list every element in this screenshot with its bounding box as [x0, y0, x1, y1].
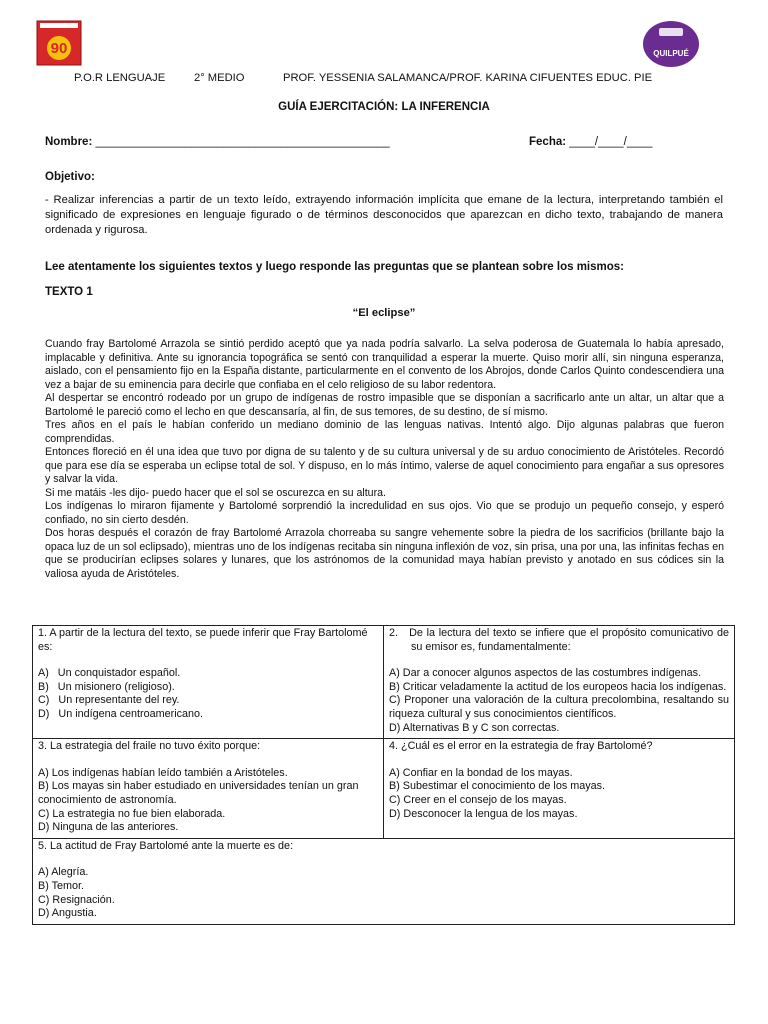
options-list	[389, 667, 729, 735]
option[interactable]: B) Los mayas sin haber estudiado en universidades tenían un gran conocimiento de astronomía.	[38, 780, 359, 806]
question-4	[384, 739, 735, 839]
option[interactable]: D) Un indígena centroamericano.	[38, 707, 204, 720]
story-paragraph: Los indígenas lo miraron fijamente y Bartolomé sorprendió la incredulidad en sus ojos. Vio que se produjo un pequeño consejo, y esperó confiado, no sin cierto desdén.	[45, 500, 724, 526]
option[interactable]: C) Creer en el consejo de los mayas.	[389, 793, 567, 806]
date-line[interactable]: ____/____/____	[569, 136, 653, 148]
question-text: 4. ¿Cuál es el error en la estrategia de fray Bartolomé?	[389, 740, 653, 753]
story-paragraph: Si me matáis -les dijo- puedo hacer que el sol se oscurezca en su altura.	[45, 486, 386, 499]
text-label: TEXTO 1	[45, 286, 93, 298]
story-paragraph: Dos horas después el corazón de fray Bartolomé Arrazola chorreaba su sangre vehemente sobre la piedra de los sacrificios (brillante bajo la opaca luz de un sol eclipsado), mientras uno de los indígenas recitaba sin ninguna inflexión de voz, sin prisa, una por una, las infinitas fechas en que se producirían eclipses solares y lunares, que los astrónomos de la comunidad maya habían previsto y anotado en sus códices sin la valiosa ayuda de Aristóteles.	[45, 527, 724, 580]
options-list	[38, 767, 378, 835]
question-text: 5. La actitud de Fray Bartolomé ante la muerte es de:	[38, 839, 294, 852]
question-1	[33, 626, 384, 739]
name-label: Nombre:	[45, 136, 93, 148]
name-line[interactable]: ______________________________________________	[95, 136, 390, 148]
name-field[interactable]	[45, 136, 390, 148]
story-paragraph: Entonces floreció en él una idea que tuvo por digna de su talento y de su cultura universal y de su arduo conocimiento de Aristóteles. Recordó que para ese día se esperaba un eclipse total de sol. Y dispuso, en lo más íntimo, valerse de aquel conocimiento para engañar a sus opresores y salvar la vida.	[45, 446, 724, 485]
question-3	[33, 739, 384, 839]
option[interactable]: D) Desconocer la lengua de los mayas.	[389, 807, 578, 820]
grade-label: 2° MEDIO	[194, 72, 245, 84]
question-text: 1. A partir de la lectura del texto, se puede inferir que Fray Bartolomé es:	[38, 627, 368, 653]
objective-label: Objetivo:	[45, 171, 95, 183]
options-list	[38, 866, 729, 920]
option[interactable]: A) Alegría.	[38, 866, 89, 879]
option[interactable]: C) Proponer una valoración de la cultura precolombina, resaltando su riqueza cultural y sus conocimientos científicos.	[389, 694, 729, 720]
story-paragraph: Cuando fray Bartolomé Arrazola se sintió perdido aceptó que ya nada podría salvarlo. La selva poderosa de Guatemala lo había apresado, implacable y definitiva. Ante su ignorancia topográfica se sentó con tranquilidad a esperar la muerte. Quiso morir allí, sin ninguna esperanza, aislado, con el pensamiento fijo en la España distante, particularmente en el convento de los Abrojos, donde Carlos Quinto condescendiera una vez a bajar de su eminencia para decirle que confiaba en el celo religioso de su labor redentora.	[45, 338, 724, 391]
objective-text: - Realizar inferencias a partir de un texto leído, extrayendo información implícita que emane de la lectura, interpretando también el significado de expresiones en lenguaje figurado o de términos desconocidos que aparezcan en dicho texto, trabajando de manera ordenada y rigurosa.	[45, 194, 723, 236]
options-list	[38, 667, 378, 721]
instructions: Lee atentamente los siguientes textos y luego responde las preguntas que se plantean sobre los mismos:	[45, 261, 624, 273]
date-field[interactable]	[529, 136, 652, 148]
story-title: “El eclipse”	[352, 307, 416, 319]
question-text: 2. De la lectura del texto se infiere que el propósito comunicativo de su emisor es, fundamentalmente:	[389, 627, 729, 653]
option[interactable]: D) Alternativas B y C son correctas.	[389, 721, 560, 734]
teachers-label: PROF. YESSENIA SALAMANCA/PROF. KARINA CIFUENTES EDUC. PIE	[283, 72, 653, 84]
option[interactable]: D) Angustia.	[38, 907, 97, 920]
story-paragraph: Tres años en el país le habían conferido un mediano dominio de las lenguas nativas. Intentó algo. Dijo algunas palabras que fueron comprendidas.	[45, 419, 724, 445]
school-logo-text: 90	[50, 40, 68, 57]
school-logo	[36, 20, 82, 66]
question-5	[33, 838, 735, 924]
corporation-logo	[642, 20, 700, 68]
option[interactable]: A) Confiar en la bondad de los mayas.	[389, 766, 573, 779]
option[interactable]: B) Subestimar el conocimiento de los mayas.	[389, 780, 606, 793]
question-text: 3. La estrategia del fraile no tuvo éxito porque:	[38, 740, 261, 753]
option[interactable]: A) Los indígenas habían leído también a Aristóteles.	[38, 766, 288, 779]
question-2	[384, 626, 735, 739]
option[interactable]: C) La estrategia no fue bien elaborada.	[38, 807, 226, 820]
date-label: Fecha:	[529, 136, 567, 148]
option[interactable]: A) Un conquistador español.	[38, 667, 181, 680]
option[interactable]: D) Ninguna de las anteriores.	[38, 821, 179, 834]
option[interactable]: C) Resignación.	[38, 893, 115, 906]
questions-table	[32, 625, 735, 925]
subject-label: P.O.R LENGUAJE	[74, 72, 166, 84]
option[interactable]: A) Dar a conocer algunos aspectos de las costumbres indígenas.	[389, 667, 702, 680]
option[interactable]: B) Temor.	[38, 879, 85, 892]
option[interactable]: C) Un representante del rey.	[38, 694, 180, 707]
page-title: GUÍA EJERCITACIÓN: LA INFERENCIA	[278, 101, 490, 113]
options-list	[389, 767, 729, 821]
story-body	[45, 338, 724, 581]
option[interactable]: B) Criticar veladamente la actitud de los europeos hacia los indígenas.	[389, 680, 727, 693]
story-paragraph: Al despertar se encontró rodeado por un grupo de indígenas de rostro impasible que se disponían a sacrificarlo ante un altar, un altar que a Bartolomé le pareció como el lecho en que descansaría, al fin, de sus temores, de su destino, de sí mismo.	[45, 392, 724, 418]
corporation-logo-text: QUILPUÉ	[653, 49, 689, 58]
option[interactable]: B) Un misionero (religioso).	[38, 680, 175, 693]
